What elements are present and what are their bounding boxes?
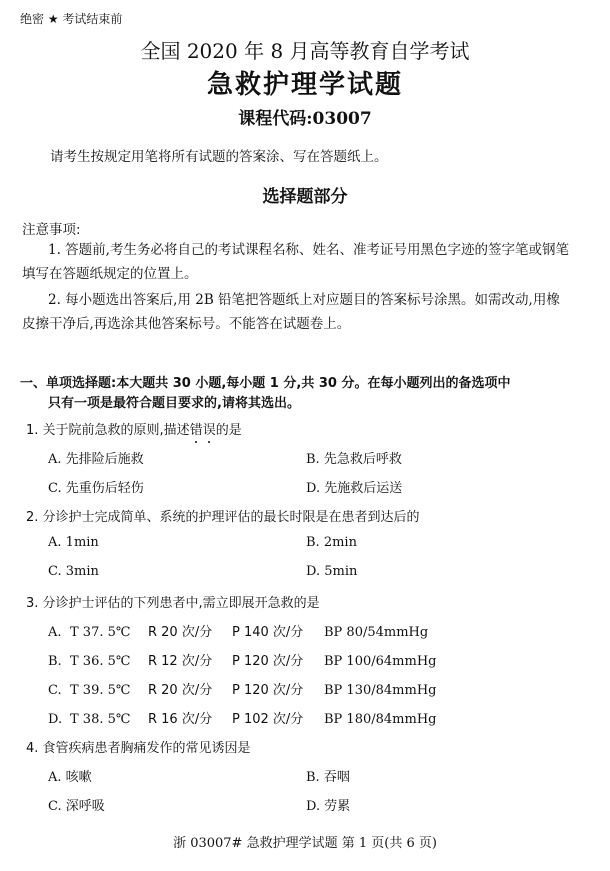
answer-instruction: 请考生按规定用笔将所有试题的答案涂、写在答题纸上。 [50,149,388,165]
q3-option-b: B. T 36. 5℃ R 12 次/分 P 120 次/分 BP 100/64mmHg [48,650,436,669]
question-4 [26,737,251,756]
q2-option-d: D. 5min [306,564,358,579]
q2-option-a: A. 1min [48,535,99,550]
q3-option-a: A. T 37. 5℃ R 20 次/分 P 140 次/分 BP 80/54mmHg [48,621,428,640]
pulse: P 120 次/分 [232,654,304,669]
respiration: R 20 次/分 [148,683,213,698]
blood-pressure: BP 100/64mmHg [324,654,437,669]
q4-option-b: B. 吞咽 [306,770,350,785]
emphasis-char: 错 [189,423,203,438]
question-2 [26,506,420,525]
section-title: 选择题部分 [262,187,348,207]
q4-option-a: A. 咳嗽 [48,770,92,785]
part-one-header-line-2: 只有一项是最符合题目要求的,请将其选出。 [48,396,300,411]
q4-option-c: C. 深呼吸 [48,799,105,814]
q1-option-b: B. 先急救后呼救 [306,452,402,467]
question-1 [26,419,242,438]
subject-title: 急救护理学试题 [206,70,403,100]
part-one-header-line-1: 一、单项选择题:本大题共 30 小题,每小题 1 分,共 30 分。在每小题列出的备选项中 [20,376,511,391]
question-number: 3. [26,596,39,611]
note-2-line-2: 皮擦干净后,再选涂其他答案标号。不能答在试题卷上。 [22,316,351,332]
temperature: T 37. 5℃ [70,625,131,640]
pulse: P 140 次/分 [232,625,304,640]
q1-option-a: A. 先排险后施救 [48,452,144,467]
page-footer: 浙 03007# 急救护理学试题 第 1 页(共 6 页) [173,836,437,851]
temperature: T 39. 5℃ [70,683,131,698]
note-1-line-1: 1. 答题前,考生务必将自己的考试课程名称、姓名、准考证号用黑色字迹的签字笔或钢笔 [48,242,569,258]
question-stem: 关于院前急救的原则,描述错误的是 [42,423,242,438]
course-code: 课程代码:03007 [238,109,372,129]
blood-pressure: BP 80/54mmHg [324,625,429,640]
notes-title: 注意事项: [22,222,81,238]
q4-option-d: D. 劳累 [306,799,351,814]
q2-option-b: B. 2min [306,535,357,550]
pulse: P 120 次/分 [232,683,304,698]
q1-option-c: C. 先重伤后轻伤 [48,481,144,496]
question-stem: 分诊护士评估的下列患者中,需立即展开急救的是 [42,596,320,611]
exam-title: 全国 2020 年 8 月高等教育自学考试 [140,39,470,63]
question-number: 4. [26,741,39,756]
q2-option-c: C. 3min [48,564,99,579]
q3-option-c: C. T 39. 5℃ R 20 次/分 P 120 次/分 BP 130/84mmHg [48,679,436,698]
q3-option-d: D. T 38. 5℃ R 16 次/分 P 102 次/分 BP 180/84mmHg [48,708,436,727]
question-stem: 食管疾病患者胸痛发作的常见诱因是 [42,741,251,756]
temperature: T 36. 5℃ [70,654,131,669]
pulse: P 102 次/分 [232,712,304,727]
question-3 [26,592,320,611]
temperature: T 38. 5℃ [70,712,131,727]
confidential-label: 绝密 ★ 考试结束前 [20,12,123,26]
question-number: 1. [26,423,39,438]
respiration: R 12 次/分 [148,654,213,669]
question-stem: 分诊护士完成简单、系统的护理评估的最长时限是在患者到达后的 [42,510,420,525]
respiration: R 16 次/分 [148,712,213,727]
blood-pressure: BP 180/84mmHg [324,712,437,727]
note-2-line-1: 2. 每小题选出答案后,用 2B 铅笔把答题纸上对应题目的答案标号涂黑。如需改动,用橡 [48,292,560,308]
note-1-line-2: 填写在答题纸规定的位置上。 [22,266,198,282]
emphasis-char: 误 [202,423,216,438]
respiration: R 20 次/分 [148,625,213,640]
question-number: 2. [26,510,39,525]
blood-pressure: BP 130/84mmHg [324,683,437,698]
q1-option-d: D. 先施救后运送 [306,481,403,496]
